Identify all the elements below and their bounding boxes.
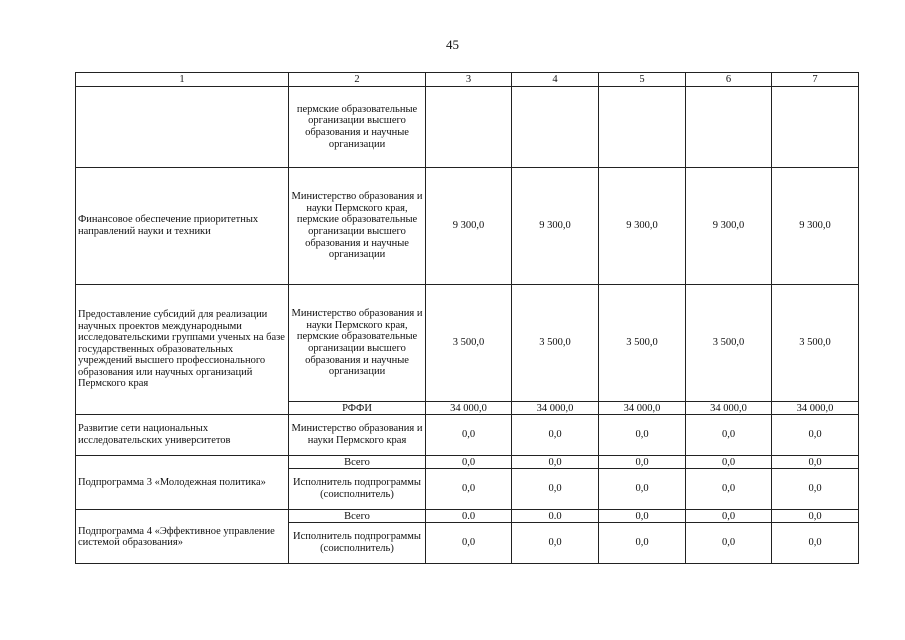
table-row xyxy=(76,285,859,402)
executor-cell: Исполнитель подпрограммы (соисполнитель) xyxy=(289,469,426,510)
value-cell xyxy=(426,87,512,168)
column-header: 1 xyxy=(76,73,289,87)
executor-cell: Министерство образования и науки Пермского края, пермские образовательные организации высшего образования и научные организации xyxy=(289,285,426,402)
table-row xyxy=(76,87,859,168)
table-row xyxy=(76,510,859,523)
value-cell: 34 000,0 xyxy=(599,402,686,415)
value-cell: 0.0 xyxy=(512,510,599,523)
value-cell: 0,0 xyxy=(772,510,859,523)
value-cell xyxy=(599,87,686,168)
value-cell: 3 500,0 xyxy=(512,285,599,402)
value-cell: 0,0 xyxy=(426,523,512,564)
activity-name-cell xyxy=(76,87,289,168)
value-cell: 0,0 xyxy=(426,415,512,456)
value-cell: 0,0 xyxy=(512,469,599,510)
value-cell xyxy=(772,87,859,168)
page-number: 45 xyxy=(446,37,459,52)
value-cell: 34 000,0 xyxy=(426,402,512,415)
column-header: 5 xyxy=(599,73,686,87)
executor-cell: Министерство образования и науки Пермского края xyxy=(289,415,426,456)
executor-cell: пермские образовательные организации высшего образования и научные организации xyxy=(289,87,426,168)
value-cell: 0,0 xyxy=(599,523,686,564)
column-header: 2 xyxy=(289,73,426,87)
value-cell: 0,0 xyxy=(772,523,859,564)
value-cell: 9 300,0 xyxy=(599,168,686,285)
value-cell: 0,0 xyxy=(772,469,859,510)
activity-name-cell: Предоставление субсидий для реализации научных проектов международными исследовательскими группами ученых на базе государственных образовательных учреждений высшего профессионального образования или научных организаций Пермского края xyxy=(76,285,289,415)
column-header: 3 xyxy=(426,73,512,87)
value-cell: 3 500,0 xyxy=(599,285,686,402)
column-header: 6 xyxy=(686,73,772,87)
value-cell: 34 000,0 xyxy=(772,402,859,415)
value-cell: 0,0 xyxy=(512,523,599,564)
activity-name-cell: Финансовое обеспечение приоритетных направлений науки и техники xyxy=(76,168,289,285)
table-row xyxy=(76,168,859,285)
executor-cell: Исполнитель подпрограммы (соисполнитель) xyxy=(289,523,426,564)
value-cell: 0,0 xyxy=(426,456,512,469)
value-cell: 3 500,0 xyxy=(426,285,512,402)
table-row xyxy=(76,456,859,469)
value-cell: 0,0 xyxy=(686,523,772,564)
value-cell: 0,0 xyxy=(512,456,599,469)
value-cell xyxy=(686,87,772,168)
value-cell: 34 000,0 xyxy=(512,402,599,415)
value-cell: 0,0 xyxy=(512,415,599,456)
value-cell: 0,0 xyxy=(599,469,686,510)
value-cell: 0,0 xyxy=(686,510,772,523)
value-cell: 9 300,0 xyxy=(772,168,859,285)
value-cell: 3 500,0 xyxy=(772,285,859,402)
column-header: 7 xyxy=(772,73,859,87)
value-cell: 0,0 xyxy=(599,456,686,469)
value-cell: 0,0 xyxy=(686,415,772,456)
value-cell: 0,0 xyxy=(772,456,859,469)
table-header-row xyxy=(76,73,859,87)
value-cell: 0,0 xyxy=(686,469,772,510)
value-cell: 34 000,0 xyxy=(686,402,772,415)
value-cell: 0,0 xyxy=(426,469,512,510)
value-cell: 0,0 xyxy=(599,510,686,523)
executor-cell: Министерство образования и науки Пермского края, пермские образовательные организации высшего образования и научные организации xyxy=(289,168,426,285)
value-cell: 3 500,0 xyxy=(686,285,772,402)
budget-table xyxy=(75,72,859,564)
activity-name-cell: Развитие сети национальных исследовательских университетов xyxy=(76,415,289,456)
value-cell: 9 300,0 xyxy=(686,168,772,285)
executor-cell: Всего xyxy=(289,456,426,469)
executor-cell: РФФИ xyxy=(289,402,426,415)
value-cell: 9 300,0 xyxy=(426,168,512,285)
value-cell: 0,0 xyxy=(686,456,772,469)
subprogram-name-cell: Подпрограмма 3 «Молодежная политика» xyxy=(76,456,289,510)
value-cell: 0.0 xyxy=(426,510,512,523)
value-cell: 0,0 xyxy=(772,415,859,456)
subprogram-name-cell: Подпрограмма 4 «Эффективное управление системой образования» xyxy=(76,510,289,564)
executor-cell: Всего xyxy=(289,510,426,523)
column-header: 4 xyxy=(512,73,599,87)
table-row xyxy=(76,415,859,456)
value-cell xyxy=(512,87,599,168)
value-cell: 9 300,0 xyxy=(512,168,599,285)
value-cell: 0,0 xyxy=(599,415,686,456)
